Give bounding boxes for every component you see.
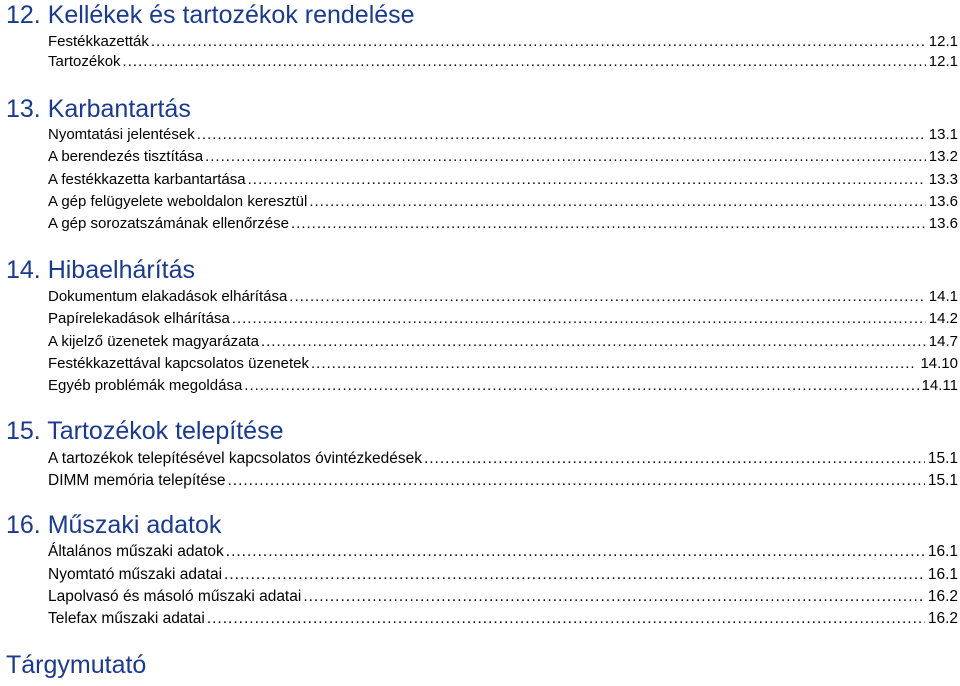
entry-label: Általános műszaki adatok bbox=[48, 543, 224, 560]
entry-label: Lapolvasó és másoló műszaki adatai bbox=[48, 588, 302, 605]
toc-entry[interactable] bbox=[48, 564, 958, 586]
entry-label: A gép sorozatszámának ellenőrzése bbox=[48, 215, 289, 232]
toc-entry[interactable] bbox=[48, 51, 958, 73]
entry-page: 15.1 bbox=[927, 472, 958, 489]
entry-label: Papírelekadások elhárítása bbox=[48, 310, 230, 327]
dot-leader bbox=[232, 308, 926, 330]
dot-leader bbox=[226, 541, 925, 563]
chapter-title-15[interactable]: 15. Tartozékok telepítése bbox=[6, 417, 284, 445]
entry-page: 13.2 bbox=[928, 148, 958, 165]
dot-leader bbox=[123, 51, 926, 73]
dot-leader bbox=[291, 213, 926, 235]
index-title[interactable]: Tárgymutató bbox=[6, 651, 147, 679]
chapter-title-12[interactable]: 12. Kellékek és tartozékok rendelése bbox=[6, 1, 415, 29]
toc-entry[interactable] bbox=[48, 286, 958, 308]
toc-entry[interactable] bbox=[48, 448, 958, 470]
toc-entry[interactable] bbox=[48, 375, 958, 397]
entry-label: Festékkazetták bbox=[48, 33, 149, 50]
entry-page: 14.7 bbox=[928, 333, 958, 350]
dot-leader bbox=[207, 608, 925, 630]
dot-leader bbox=[224, 564, 925, 586]
entry-page: 13.3 bbox=[928, 171, 958, 188]
toc-entry[interactable] bbox=[48, 191, 958, 213]
toc-entry[interactable] bbox=[48, 31, 958, 53]
toc-entry[interactable] bbox=[48, 331, 958, 353]
entry-page: 15.1 bbox=[927, 450, 958, 467]
toc-entry[interactable] bbox=[48, 308, 958, 330]
toc-entry[interactable] bbox=[48, 124, 958, 146]
dot-leader bbox=[151, 31, 926, 53]
entry-label: Telefax műszaki adatai bbox=[48, 610, 205, 627]
entry-page: 16.1 bbox=[927, 543, 958, 560]
dot-leader bbox=[311, 353, 917, 375]
entry-label: A festékkazetta karbantartása bbox=[48, 171, 246, 188]
toc-entry[interactable] bbox=[48, 586, 958, 608]
toc-entry[interactable] bbox=[48, 213, 958, 235]
entry-label: Tartozékok bbox=[48, 53, 121, 70]
dot-leader bbox=[248, 169, 926, 191]
entry-label: Festékkazettával kapcsolatos üzenetek bbox=[48, 355, 309, 372]
dot-leader bbox=[303, 586, 925, 608]
entry-page: 12.1 bbox=[928, 33, 958, 50]
entry-label: Nyomtatási jelentések bbox=[48, 126, 195, 143]
entry-page: 13.6 bbox=[928, 215, 958, 232]
entry-label: A tartozékok telepítésével kapcsolatos óvintézkedések bbox=[48, 450, 422, 467]
toc-entry[interactable] bbox=[48, 146, 958, 168]
dot-leader bbox=[309, 191, 925, 213]
entry-page: 16.2 bbox=[927, 610, 958, 627]
entry-label: A berendezés tisztítása bbox=[48, 148, 204, 165]
dot-leader bbox=[205, 146, 926, 168]
dot-leader bbox=[424, 448, 925, 470]
entry-label: Nyomtató műszaki adatai bbox=[48, 566, 223, 583]
toc-entry[interactable] bbox=[48, 541, 958, 563]
dot-leader bbox=[197, 124, 926, 146]
entry-label: Egyéb problémák megoldása bbox=[48, 377, 243, 394]
entry-page: 12.1 bbox=[928, 53, 958, 70]
toc-entry[interactable] bbox=[48, 169, 958, 191]
dot-leader bbox=[227, 470, 924, 492]
dot-leader bbox=[244, 375, 918, 397]
entry-page: 14.2 bbox=[928, 310, 958, 327]
toc-entry[interactable] bbox=[48, 608, 958, 630]
entry-label: A gép felügyelete weboldalon keresztül bbox=[48, 193, 308, 210]
entry-page: 14.1 bbox=[928, 288, 958, 305]
chapter-title-13[interactable]: 13. Karbantartás bbox=[6, 95, 191, 123]
entry-label: Dokumentum elakadások elhárítása bbox=[48, 288, 288, 305]
toc-entry[interactable] bbox=[48, 353, 958, 375]
toc-entry[interactable] bbox=[48, 470, 958, 492]
entry-page: 16.1 bbox=[927, 566, 958, 583]
entry-page: 13.1 bbox=[928, 126, 958, 143]
entry-page: 14.10 bbox=[920, 355, 958, 372]
dot-leader bbox=[261, 331, 926, 353]
entry-label: DIMM memória telepítése bbox=[48, 472, 226, 489]
dot-leader bbox=[289, 286, 926, 308]
entry-page: 14.11 bbox=[921, 377, 958, 394]
chapter-title-16[interactable]: 16. Műszaki adatok bbox=[6, 511, 222, 539]
entry-label: A kijelző üzenetek magyarázata bbox=[48, 333, 259, 350]
entry-page: 13.6 bbox=[928, 193, 958, 210]
chapter-title-14[interactable]: 14. Hibaelhárítás bbox=[6, 256, 196, 284]
entry-page: 16.2 bbox=[927, 588, 958, 605]
